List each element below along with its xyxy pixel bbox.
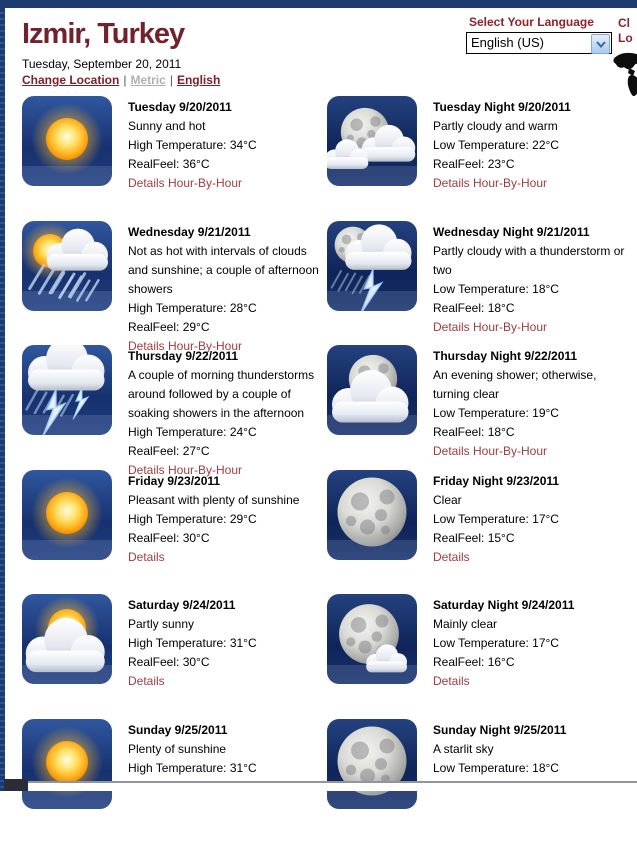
thunderstorm-night-icon [327,221,417,311]
full-moon-icon [327,470,417,560]
forecast-realfeel: RealFeel: 30°C [128,655,210,670]
language-select[interactable] [466,32,612,54]
cloudy-night-icon [327,345,417,435]
forecast-title: Sunday 9/25/2011 [128,722,228,737]
details-link[interactable]: Details Hour-By-Hour [128,176,243,190]
forecast-temperature: Low Temperature: 17°C [433,636,559,651]
forecast-card [327,594,632,719]
forecast-realfeel: RealFeel: 36°C [128,157,210,171]
forecast-title: Tuesday 9/20/2011 [128,100,232,114]
forecast-description: Not as hot with intervals of clouds and sunshine; a couple of afternoon showers [128,243,319,296]
forecast-card [22,221,327,353]
forecast-title: Tuesday Night 9/20/2011 [433,100,571,114]
details-link[interactable]: Details Hour-By-Hour [433,176,548,190]
english-link[interactable]: English [176,73,221,87]
forecast-title: Saturday 9/24/2011 [128,598,236,613]
forecast-grid [22,96,632,844]
link-separator: | [123,73,127,87]
forecast-title: Friday Night 9/23/2011 [433,473,560,488]
details-link[interactable]: Details Hour-By-Hour [433,444,548,459]
forecast-description: Partly sunny [128,617,195,632]
forecast-card [327,345,632,470]
forecast-description: Partly cloudy and warm [433,119,558,133]
forecast-temperature: High Temperature: 34°C [128,138,257,152]
forecast-realfeel: RealFeel: 18°C [433,425,515,440]
sunny-icon [22,96,112,186]
forecast-card [22,470,327,595]
current-date: Tuesday, September 20, 2011 [22,57,182,71]
forecast-card [22,345,327,478]
forecast-title: Wednesday Night 9/21/2011 [433,224,590,239]
truncated-text-line: Lo [618,31,633,45]
forecast-temperature: Low Temperature: 19°C [433,406,559,421]
forecast-description: Partly cloudy with a thunderstorm or two [433,243,625,277]
thunderstorm-icon [22,345,112,435]
details-link[interactable]: Details [128,549,165,564]
forecast-temperature: Low Temperature: 18°C [433,281,559,296]
forecast-temperature: High Temperature: 28°C [128,300,257,315]
forecast-title: Thursday 9/22/2011 [128,349,239,364]
details-link[interactable]: Details [433,549,470,564]
forecast-card [327,96,632,221]
change-location-link[interactable]: Change Location [22,73,120,87]
page-left-border [0,8,5,791]
forecast-description: Pleasant with plenty of sunshine [128,492,300,507]
forecast-realfeel: RealFeel: 27°C [128,444,210,459]
forecast-realfeel: RealFeel: 29°C [128,319,210,334]
forecast-realfeel: RealFeel: 23°C [433,157,515,171]
forecast-temperature: Low Temperature: 18°C [433,760,559,775]
page-title: Izmir, Turkey [22,18,185,50]
forecast-description: A starlit sky [433,741,494,756]
forecast-title: Sunday Night 9/25/2011 [433,722,567,737]
forecast-realfeel: RealFeel: 16°C [433,655,515,670]
header-links [22,73,220,87]
window-corner-artifact [4,779,28,791]
language-selected-value: English (US) [471,35,544,50]
forecast-title: Thursday Night 9/22/2011 [433,349,578,364]
details-link[interactable]: Details [128,674,165,689]
sunny-icon [22,470,112,560]
forecast-card [327,221,632,346]
forecast-description: An evening shower; otherwise, turning clear [433,368,597,402]
partly-cloudy-night-icon [327,96,417,186]
chevron-down-icon[interactable] [591,34,610,54]
details-link[interactable]: Details Hour-By-Hour [128,463,243,478]
forecast-temperature: High Temperature: 31°C [128,760,257,775]
forecast-description: Mainly clear [433,617,498,632]
link-separator: | [169,73,173,87]
forecast-temperature: Low Temperature: 17°C [433,511,559,526]
forecast-realfeel: RealFeel: 30°C [128,530,210,545]
forecast-temperature: High Temperature: 31°C [128,636,257,651]
forecast-realfeel: RealFeel: 18°C [433,300,515,315]
forecast-description: Plenty of sunshine [128,741,227,756]
details-link[interactable]: Details Hour-By-Hour [433,319,548,334]
forecast-temperature: High Temperature: 29°C [128,511,257,526]
forecast-temperature: High Temperature: 24°C [128,425,257,440]
forecast-title: Saturday Night 9/24/2011 [433,598,575,613]
moon-cloud-icon [327,594,417,684]
forecast-title: Wednesday 9/21/2011 [128,224,251,239]
forecast-card [22,594,327,719]
forecast-title: Friday 9/23/2011 [128,473,221,488]
partly-sunny-icon [22,594,112,684]
language-label: Select Your Language [469,15,594,29]
forecast-description: A couple of morning thunderstorms around followed by a couple of soaking showers in the afternoon [128,368,315,421]
sunny-icon [22,719,112,809]
metric-link[interactable]: Metric [130,73,166,87]
forecast-description: Clear [433,492,462,507]
details-link[interactable]: Details Hour-By-Hour [128,338,243,353]
page-top-border [0,0,637,8]
sun-showers-icon [22,221,112,311]
forecast-card [22,96,327,221]
truncated-text-line: Cl [618,16,630,30]
details-link[interactable]: Details [433,674,470,689]
forecast-card [327,470,632,595]
forecast-realfeel: RealFeel: 15°C [433,530,515,545]
forecast-description: Sunny and hot [128,119,206,133]
truncated-right-text [618,16,633,46]
full-moon-icon [327,719,417,809]
forecast-temperature: Low Temperature: 22°C [433,138,559,152]
window-bottom-gap [28,783,637,791]
language-selector [466,15,612,54]
